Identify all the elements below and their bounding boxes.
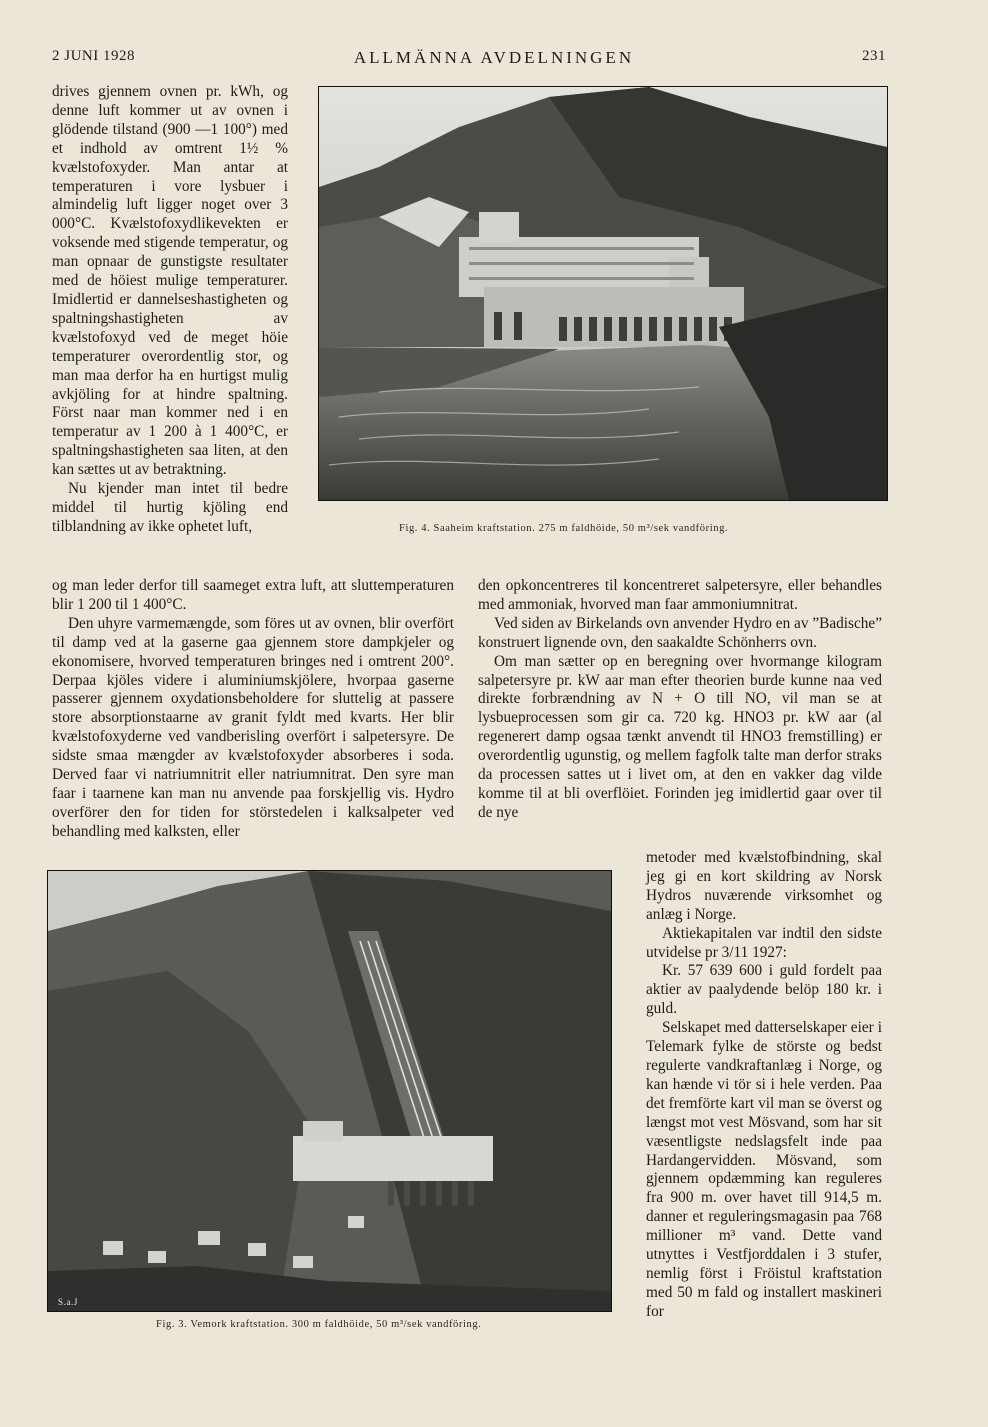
- paragraph: Nu kjender man intet til bedre middel til hurtig kjöling end tilblandning av ikke ophetet luft,: [52, 480, 288, 535]
- header-page-number: 231: [862, 48, 886, 64]
- paragraph: Selskapet med datterselskaper eier i Telemark fylke de störste og bedst regulerte vandkraftanlæg i Norge, og kan hænde vi tör si i hele verden. Paa det fremförte kart vil man se överst og længst mot vest Mösvand, som har sit væsentligste nedslagsfelt inde paa Hardangervidden. Mösvand, som gjennem opdæmming kan reguleres fra 900 m. over havet till 914,5 m. danner et reguleringsmagasin paa 768 millioner m³ vand. Dette vand utnyttes i Vestfjorddalen i 3 stufer, nemlig först i Fröistul kraftstation med 50 m fald og installert maskineri for: [646, 1019, 882, 1320]
- paragraph: og man leder derfor till saameget extra luft, att sluttemperaturen blir 1 200 til 1 400°C.: [52, 577, 454, 613]
- figure-4-photo: [318, 86, 888, 501]
- header-date: 2 JUNI 1928: [52, 48, 135, 64]
- figure-4-caption: Fig. 4. Saaheim kraftstation. 275 m faldhöide, 50 m³/sek vandföring.: [399, 523, 729, 534]
- figure-3-caption: Fig. 3. Vemork kraftstation. 300 m faldhöide, 50 m³/sek vandföring.: [156, 1319, 482, 1330]
- paragraph: Kr. 57 639 600 i guld fordelt paa aktier av paalydende belöp 180 kr. i guld.: [646, 962, 882, 1018]
- header-section: ALLMÄNNA AVDELNINGEN: [353, 48, 635, 67]
- column-3: [646, 849, 882, 1322]
- column-1-top: [52, 83, 288, 537]
- paragraph: drives gjennem ovnen pr. kWh, og denne luft kommer ut av ovnen i glödende tilstand (900 —1 100°) med et indhold av omtrent 1½ % kvælstofoxyder. Man antar at temperaturen i vore lysbuer i almindelig luft ligger noget over 3 000°C. Kvælstofoxydlikevekten er voksende med stigende temperatur, og man opnaar de gunstigste resultater med de höiest mulige temperaturer. Imidlertid er dannelseshastigheten og spaltningshastigheten av kvælstofoxyd ved de meget höie temperaturer overordentlig stor, og man maa derfor ha en hurtigst mulig avkjöling for at hindre spaltning. Först naar man kommer ned i en temperatur av 1 200 à 1 400°C, er spaltningshastigheten saa liten, at den kan sættes ut av betraktning.: [52, 83, 288, 479]
- paragraph: Ved siden av Birkelands ovn anvender Hydro en av ”Badische” konstruert lignende ovn, den saakaldte Schönherrs ovn.: [478, 614, 882, 651]
- paragraph: Om man sætter op en beregning over hvormange kilogram salpetersyre pr. kW aar man efter theorien burde kunne naa ved direkte forbrændning av N + O till NO, vil man se at lysbueprocessen som gir ca. 720 kg. HNO3 pr. kW aar (al regenerert damp ogsaa tænkt anvendt til HNO3 fremstilling) er overordentlig ugunstig, og mellem fagfolk talte man derfor straks da processen sattes ut i livet om, at den en vakker dag vilde komme til at bli overflöiet. Forinden jeg imidlertid gaar over til de nye: [478, 652, 882, 821]
- column-2: [478, 577, 882, 823]
- paragraph: metoder med kvælstofbindning, skal jeg gi en kort skildring av Norsk Hydros nuværende virksomhet og anlæg i Norge.: [646, 849, 882, 923]
- vemork-station-illustration: [48, 871, 611, 1311]
- paragraph: Aktiekapitalen var indtil den sidste utvidelse pr 3/11 1927:: [646, 924, 882, 961]
- saaheim-station-illustration: [319, 87, 887, 500]
- paragraph: Den uhyre varmemængde, som föres ut av ovnen, blir overfört til damp ved at la gaserne gaa gjennem store dampkjeler og ekonomisere, hvorved temperaturen bringes ned i omtrent 200°. Derpaa kjöles videre i aluminiumskjölere, hvorpaa gaserne passerer gjennem oxydationsbeholdere for sluttelig at passere store absorptionstaarne av granit fyldt med kvarts. Her blir kvælstofoxyderne ved vandberisling overfört i salpetersyre. De sidste smaa mængder av kvælstofoxyder absorberes i soda. Derved faar vi natriumnitrit eller natriumnitrat. Den syre man faar i taarnene kan man nu anvende paa forskjellig vis. Hydro overförer den for tiden for störstedelen i kalksalpeter ved behandling med kalksten, eller: [52, 614, 454, 840]
- paragraph: den opkoncentreres til koncentreret salpetersyre, eller behandles med ammoniak, hvorved man faar ammoniumnitrat.: [478, 577, 882, 613]
- figure-3-corner-mark: S.a.J: [58, 1297, 79, 1307]
- column-1-continued: [52, 577, 454, 842]
- figure-3-photo: [47, 870, 612, 1312]
